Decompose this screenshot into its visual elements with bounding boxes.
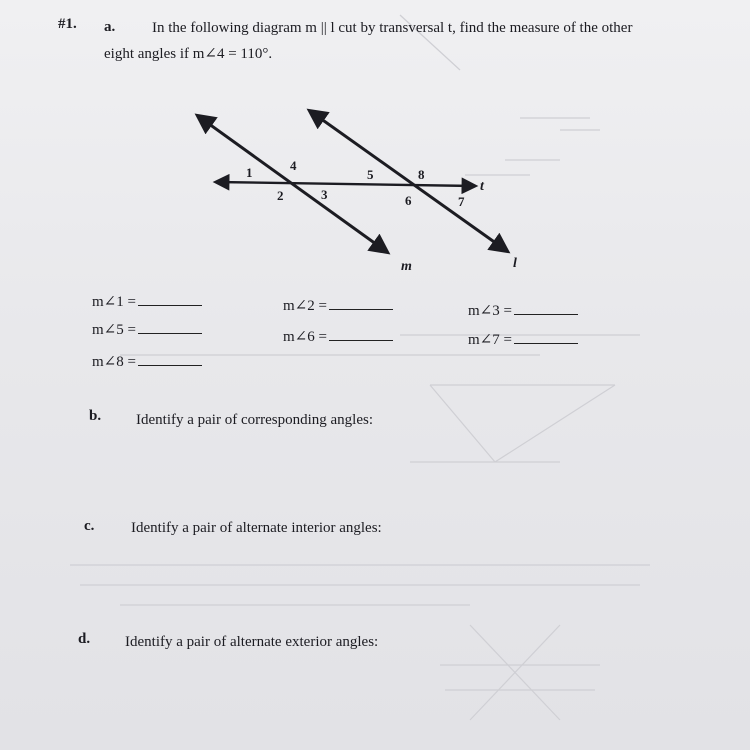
line-label-m: m: [401, 259, 412, 274]
part-c-prompt: Identify a pair of alternate interior angles:: [131, 520, 382, 536]
answer-label: m∠7 =: [468, 332, 512, 348]
answer-label: m∠6 =: [283, 329, 327, 345]
problem-number: #1.: [58, 16, 77, 32]
part-d-label: d.: [78, 631, 91, 647]
angle-label-2: 2: [277, 188, 284, 203]
answer-angle-3: [468, 301, 578, 320]
answer-label: m∠3 =: [468, 303, 512, 319]
angle-label-1: 1: [246, 165, 253, 180]
part-b-prompt: Identify a pair of corresponding angles:: [136, 412, 374, 428]
angle-label-7: 7: [458, 194, 465, 209]
answer-blank[interactable]: [138, 321, 202, 334]
answer-label: m∠2 =: [283, 298, 327, 314]
answer-angle-7: [468, 330, 578, 349]
answer-angle-6: [283, 327, 393, 346]
angle-label-4: 4: [290, 158, 297, 173]
answer-angle-1: [92, 292, 202, 311]
parallel-lines-diagram: [190, 100, 530, 280]
problem-statement-line-2: eight angles if m∠4 = 110°.: [104, 46, 273, 62]
part-b-label: b.: [89, 408, 102, 424]
angle-label-8: 8: [418, 167, 425, 182]
answer-angle-8: [92, 352, 202, 371]
answer-blank[interactable]: [514, 331, 578, 344]
answer-blank[interactable]: [329, 328, 393, 341]
angle-label-6: 6: [405, 193, 412, 208]
answer-label: m∠1 =: [92, 294, 136, 310]
transversal-line-t: [216, 182, 475, 186]
answer-angle-5: [92, 320, 202, 339]
answer-blank[interactable]: [138, 293, 202, 306]
line-label-l: l: [513, 256, 517, 271]
answer-blank[interactable]: [329, 297, 393, 310]
answer-blank[interactable]: [138, 353, 202, 366]
answer-angle-2: [283, 296, 393, 315]
part-a-label: a.: [104, 19, 116, 35]
answer-blank[interactable]: [514, 302, 578, 315]
line-label-t: t: [480, 179, 484, 194]
angle-label-3: 3: [321, 187, 328, 202]
part-d-prompt: Identify a pair of alternate exterior angles:: [125, 634, 379, 650]
problem-statement-line-1: In the following diagram m || l cut by transversal t, find the measure of the other: [152, 20, 633, 36]
parallel-line-l: [310, 111, 507, 251]
answer-label: m∠5 =: [92, 322, 136, 338]
angle-label-5: 5: [367, 167, 374, 182]
part-c-label: c.: [84, 518, 95, 534]
answer-label: m∠8 =: [92, 354, 136, 370]
